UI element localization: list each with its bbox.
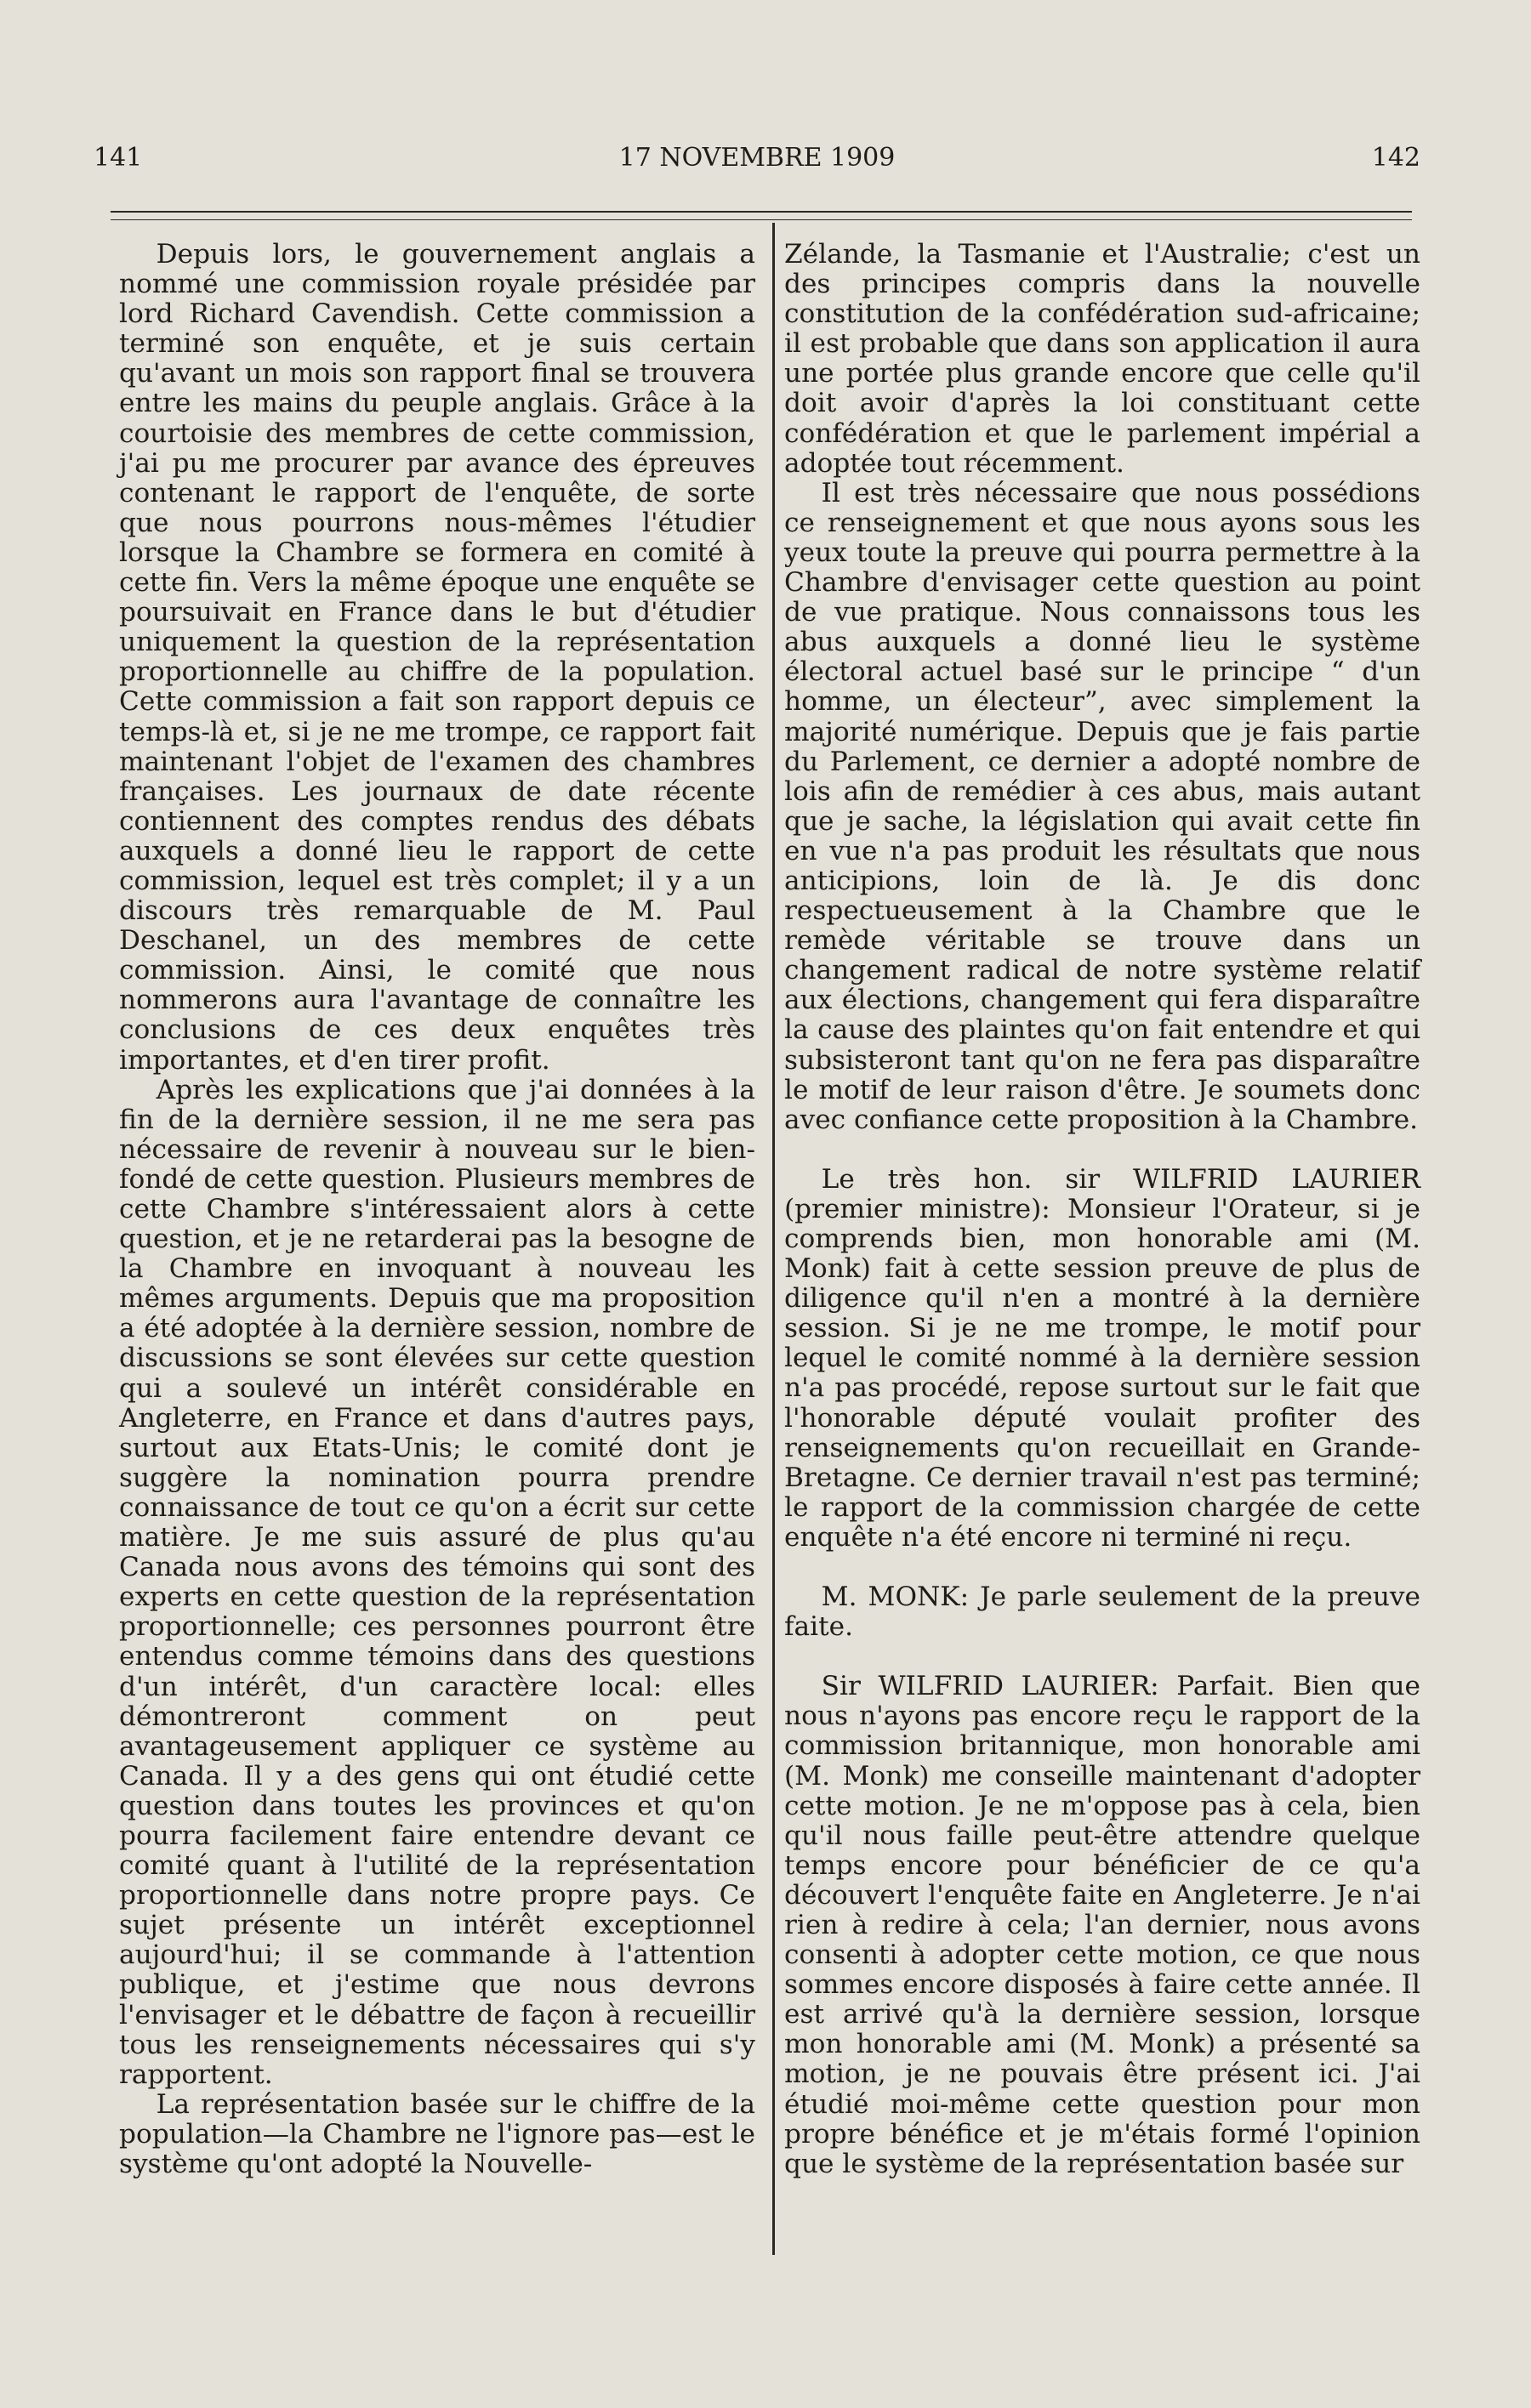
page-number-right: 142 <box>1371 143 1420 173</box>
speech-laurier-reply: Sir WILFRID LAURIER: Parfait. Bien que nous n'ayons pas encore reçu le rapport de la commission britannique, mon honorable ami (M. Monk) me conseille maintenant d'adopter cette motion. Je ne m'oppose pas à cela, bien qu'il nous faille peut-être attendre quelque temps encore pour bénéficier de ce qu'a découvert l'enquête faite en Angleterre. Je n'ai rien à redire à cela; l'an dernier, nous avons consenti à adopter cette motion, ce que nous sommes encore disposés à faire cette année. Il est arrivé qu'à la dernière session, lorsque mon honorable ami (M. Monk) a présenté sa motion, je ne pouvais être présent ici. J'ai étudié moi-même cette question pour mon propre bénéfice et je m'étais formé l'opinion que le système de la représentation basée sur <box>784 1671 1420 2179</box>
right-column <box>784 240 1420 2179</box>
page-header <box>94 143 1420 180</box>
left-column <box>119 240 755 2179</box>
paragraph: Zélande, la Tasmanie et l'Australie; c'est un des principes compris dans la nouvelle constitution de la confédération sud-africaine; il est probable que dans son application il aura une portée plus grande encore que celle qu'il doit avoir d'après la loi constituant cette confédération et que le parlement impérial a adoptée tout récemment. <box>784 239 1420 479</box>
page-number-left: 141 <box>94 143 143 173</box>
paragraph: Après les explications que j'ai données à la fin de la dernière session, il ne me sera pas nécessaire de revenir à nouveau sur le bien-fondé de cette question. Plusieurs membres de cette Chambre s'intéressaient alors à cette question, et je ne retarderai pas la besogne de la Chambre en invoquant à nouveau les mêmes arguments. Depuis que ma proposition a été adoptée à la dernière session, nombre de discussions se sont élevées sur cette question qui a soulevé un intérêt considérable en Angleterre, en France et dans d'autres pays, surtout aux Etats-Unis; le comité dont je suggère la nomination pourra prendre connaissance de tout ce qu'on a écrit sur cette matière. Je me suis assuré de plus qu'au Canada nous avons des témoins qui sont des experts en cette question de la représentation proportionnelle; ces personnes pourront être entendus comme témoins dans des questions d'un intérêt, d'un caractère local: elles démontreront comment on peut avantageusement appliquer ce système au Canada. Il y a des gens qui ont étudié cette question dans toutes les provinces et qu'on pourra facilement faire entendre devant ce comité quant à l'utilité de la représentation proportionnelle dans notre propre pays. Ce sujet présente un intérêt exceptionnel aujourd'hui; il se commande à l'attention publique, et j'estime que nous devrons l'envisager et le débattre de façon à recueillir tous les renseignements nécessaires qui s'y rapportent. <box>119 1074 755 2090</box>
paragraph: La représentation basée sur le chiffre de la population—la Chambre ne l'ignore pas—est le système qu'ont adopté la Nouvelle- <box>119 2088 755 2179</box>
header-rule <box>111 211 1412 213</box>
header-date: 17 NOVEMBRE 1909 <box>618 143 896 173</box>
speech-monk: M. MONK: Je parle seulement de la preuve faite. <box>784 1582 1420 1643</box>
header-rule-thin <box>111 219 1412 220</box>
paragraph: Il est très nécessaire que nous possédions ce renseignement et que nous ayons sous les yeux toute la preuve qui pourra permettre à la Chambre d'envisager cette question au point de vue pratique. Nous connaissons tous les abus auxquels a donné lieu le système électoral actuel basé sur le principe “ d'un homme, un électeur”, avec simplement la majorité numérique. Depuis que je fais partie du Parlement, ce dernier a adopté nombre de lois afin de remédier à ces abus, mais autant que je sache, la législation qui avait cette fin en vue n'a pas produit les résultats que nous anticipions, loin de là. Je dis donc respectueusement à la Chambre que le remède véritable se trouve dans un changement radical de notre système relatif aux élections, changement qui fera disparaître la cause des plaintes qu'on fait entendre et qui subsisteront tant qu'on ne fera pas disparaître le motif de leur raison d'être. Je soumets donc avec confiance cette proposition à la Chambre. <box>784 477 1420 1135</box>
speech-laurier: Le très hon. sir WILFRID LAURIER (premier ministre): Monsieur l'Orateur, si je comprends bien, mon honorable ami (M. Monk) fait à cette session preuve de plus de diligence qu'il n'en a montré à la dernière session. Si je ne me trompe, le motif pour lequel le comité nommé à la dernière session n'a pas procédé, repose surtout sur le fait que l'honorable député voulait profiter des renseignements qu'on recueillait en Grande-Bretagne. Ce dernier travail n'est pas terminé; le rapport de la commission chargée de cette enquête n'a été encore ni terminé ni reçu. <box>784 1163 1420 1553</box>
paragraph: Depuis lors, le gouvernement anglais a nommé une commission royale présidée par lord Richard Cavendish. Cette commission a terminé son enquête, et je suis certain qu'avant un mois son rapport final se trouvera entre les mains du peuple anglais. Grâce à la courtoisie des membres de cette commission, j'ai pu me procurer par avance des épreuves contenant le rapport de l'enquête, de sorte que nous pourrons nous-mêmes l'étudier lorsque la Chambre se formera en comité à cette fin. Vers la même époque une enquête se poursuivait en France dans le but d'étudier uniquement la question de la représentation proportionnelle au chiffre de la population. Cette commission a fait son rapport depuis ce temps-là et, si je ne me trompe, ce rapport fait maintenant l'objet de l'examen des chambres françaises. Les journaux de date récente contiennent des comptes rendus des débats auxquels a donné lieu le rapport de cette commission, lequel est très complet; il y a un discours très remarquable de M. Paul Deschanel, un des membres de cette commission. Ainsi, le comité que nous nommerons aura l'avantage de connaître les conclusions de ces deux enquêtes très importantes, et d'en tirer profit. <box>119 239 755 1076</box>
column-separator <box>772 223 775 2255</box>
